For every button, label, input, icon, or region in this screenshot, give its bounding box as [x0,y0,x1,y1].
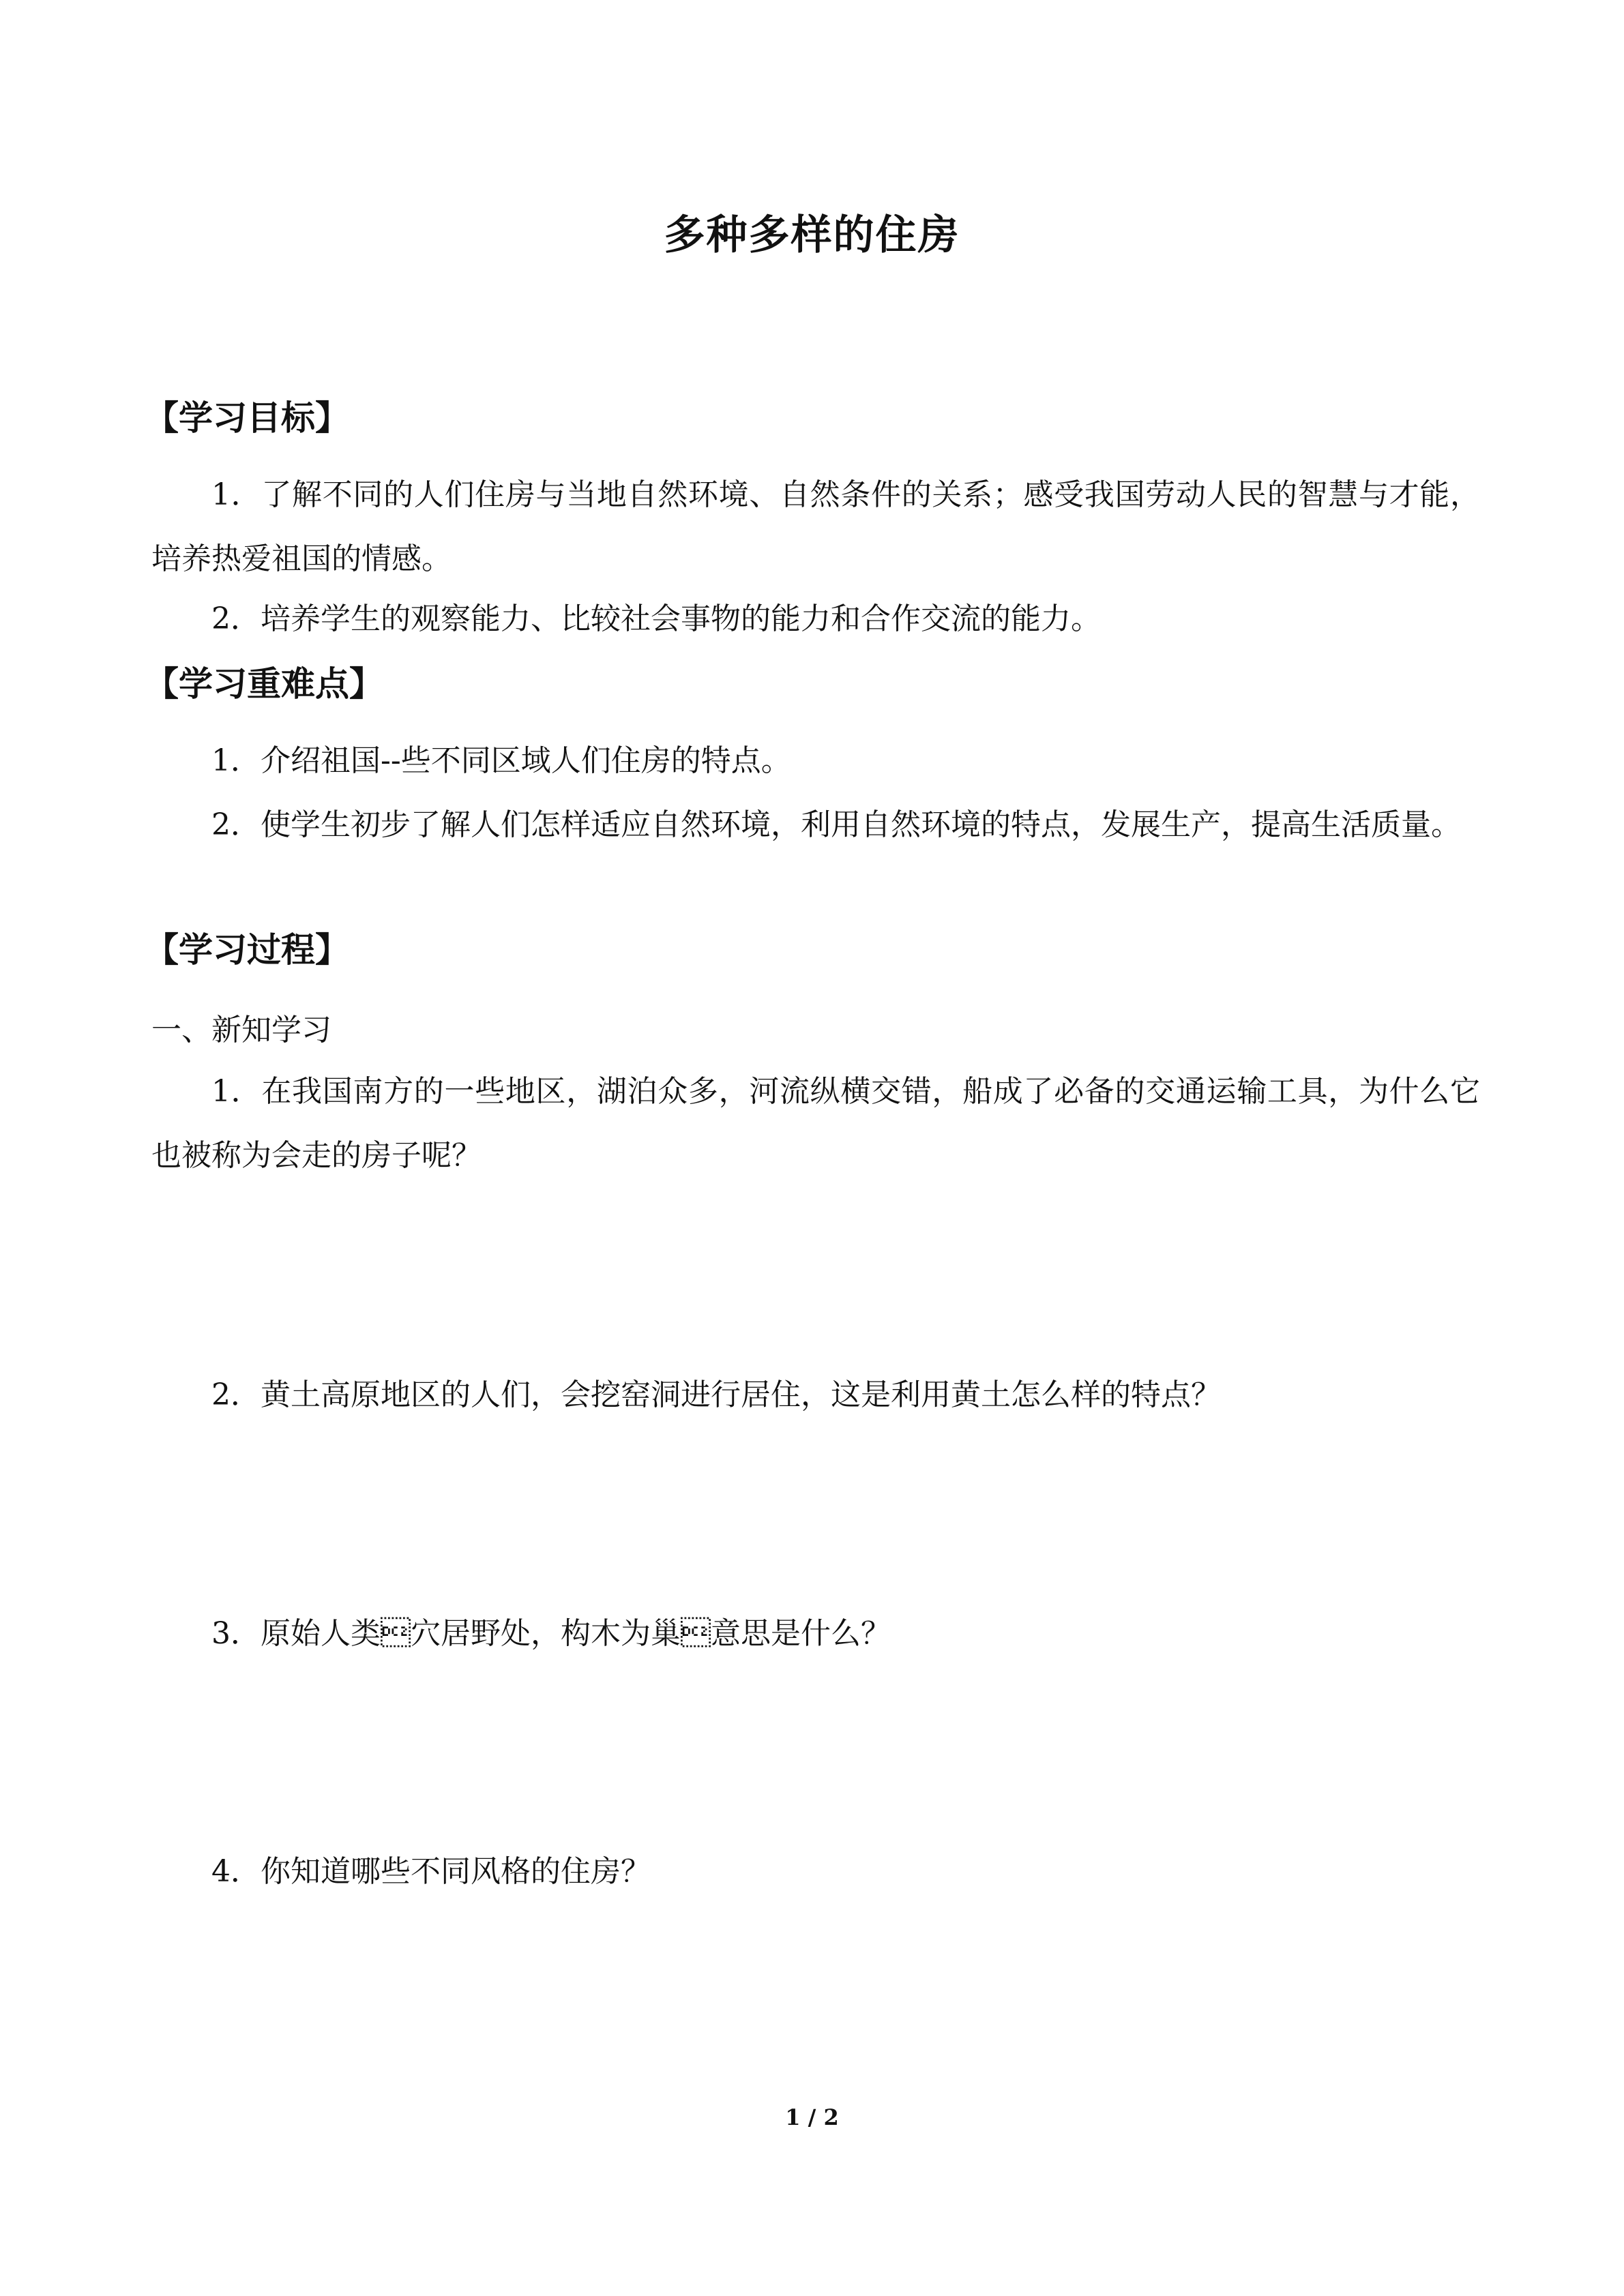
question-item-2: 2．黄土高原地区的人们，会挖窑洞进行居住，这是利用黄土怎么样的特点？ [211,1377,1221,1412]
section-heading-key-points: 【学习重难点】 [145,664,383,704]
goal-item-1: 1．了解不同的人们住房与当地自然环境、自然条件的关系；感受我国劳动人民的智慧与才能，培养热爱祖国的情感。 [151,477,1480,576]
goal-item-2: 2．培养学生的观察能力、比较社会事物的能力和合作交流的能力。 [211,601,1101,636]
page-number: 1 / 2 [785,2104,839,2130]
section-heading-goals: 【学习目标】 [145,398,349,438]
key-point-item-1: 1．介绍祖国--些不同区域人们住房的特点。 [211,743,791,778]
process-subheading: 一、新知学习 [151,1013,331,1047]
question-item-4: 4．你知道哪些不同风格的住房？ [211,1854,651,1889]
question-item-1: 1．在我国南方的一些地区，湖泊众多，河流纵横交错，船成了必备的交通运输工具，为什么它也被称为会走的房子呢？ [151,1074,1480,1173]
document-title: 多种多样的住房 [664,211,960,259]
section-heading-process: 【学习过程】 [145,929,349,970]
question-item-3: 3．原始人类穴居野处，构木为巢意思是什么？ [211,1616,891,1651]
key-point-item-2: 2．使学生初步了解人们怎样适应自然环境，利用自然环境的特点，发展生产，提高生活质量。 [211,807,1461,842]
